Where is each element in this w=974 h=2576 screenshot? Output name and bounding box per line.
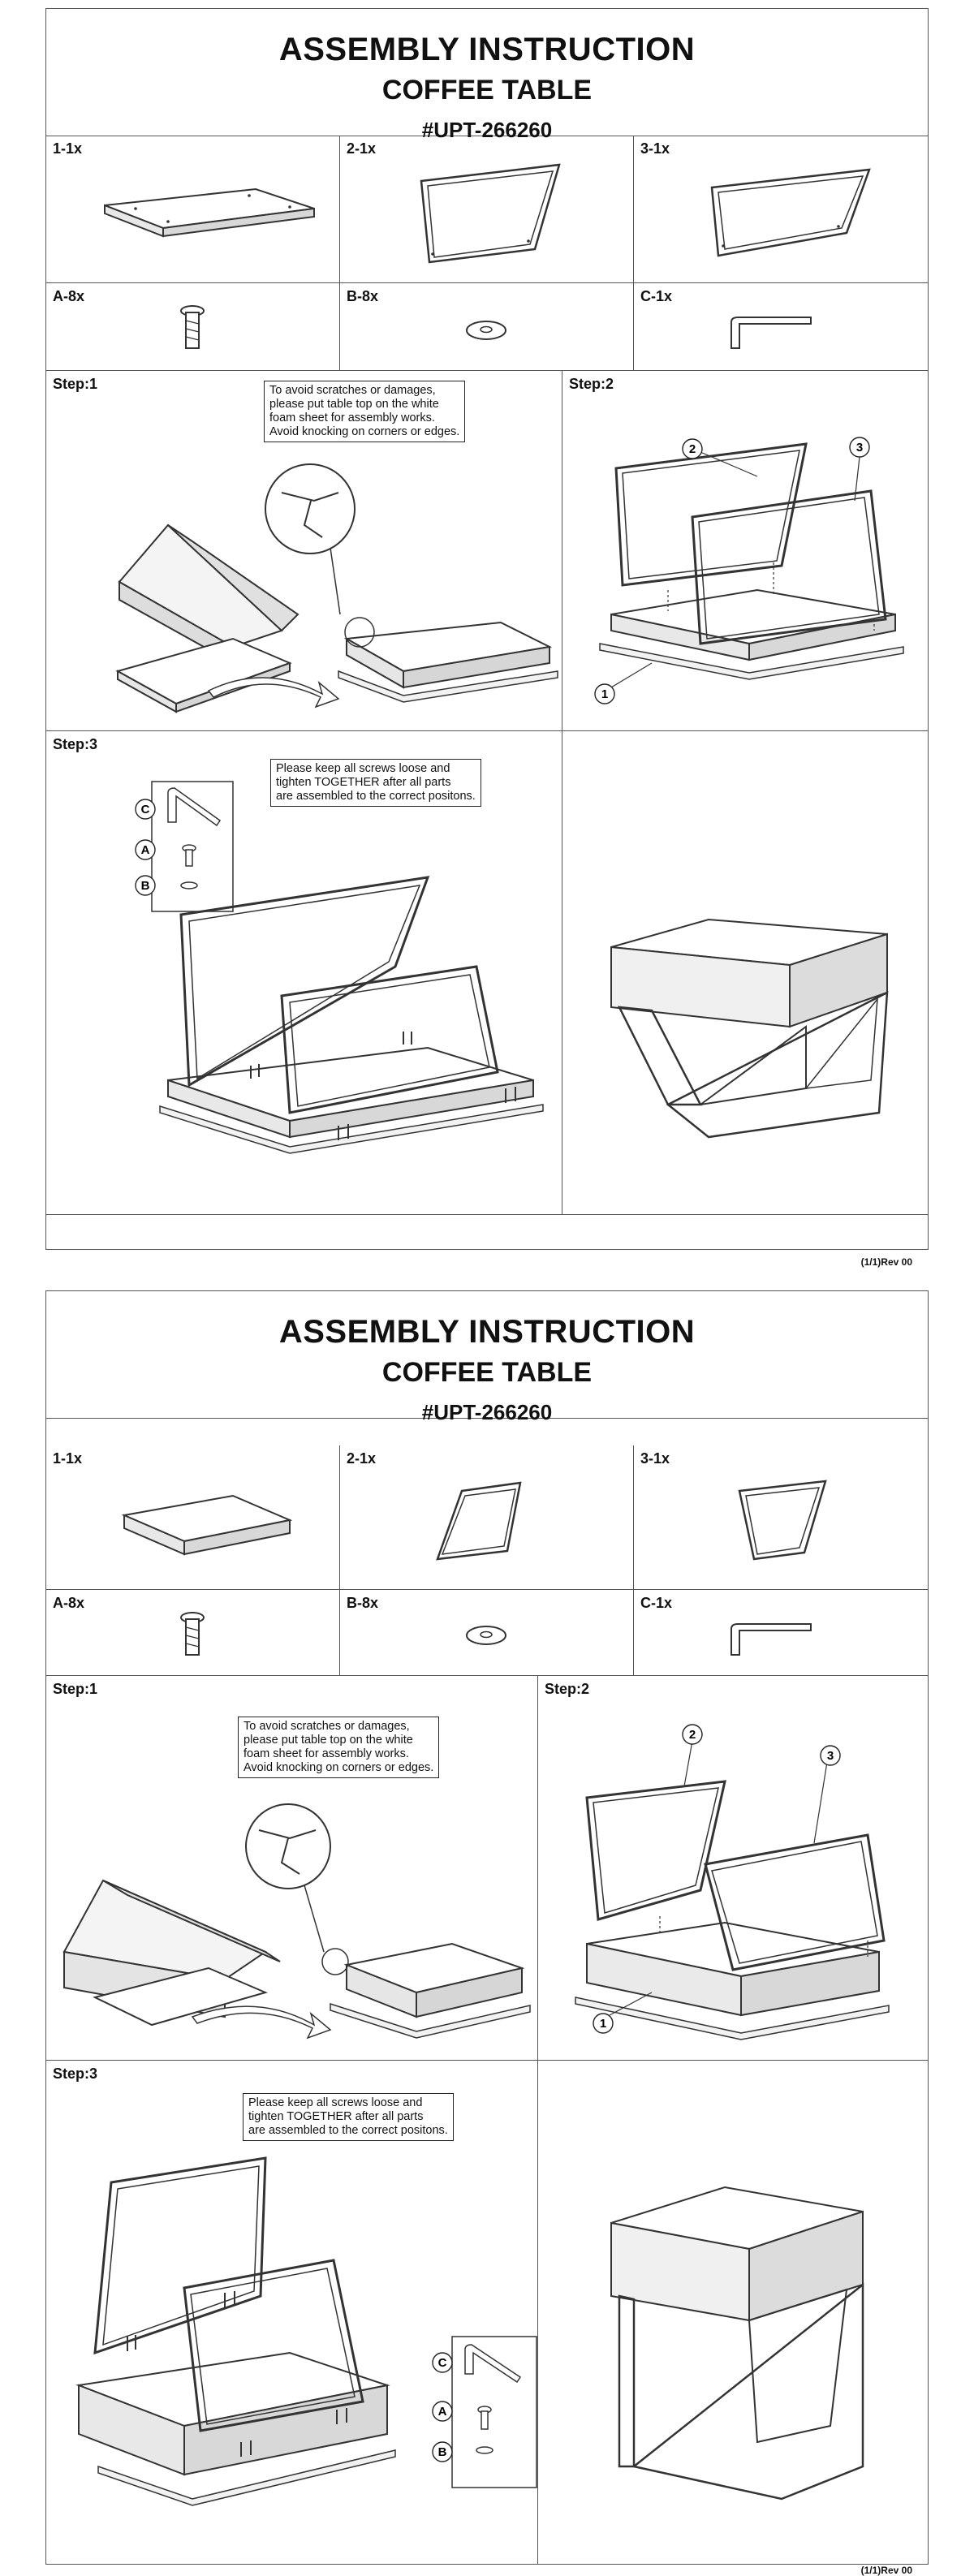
part-cell-leg-frame-3 bbox=[634, 1445, 928, 1590]
step-1-panel bbox=[46, 371, 562, 731]
note-line: To avoid scratches or damages, bbox=[244, 1720, 410, 1733]
final-result-panel bbox=[538, 2061, 928, 2564]
step-3-panel bbox=[46, 731, 562, 1215]
instruction-sheet-1 bbox=[45, 8, 929, 1250]
product-code: #UPT-266260 bbox=[421, 118, 553, 142]
callout-b bbox=[433, 2442, 452, 2462]
screw-icon bbox=[46, 283, 340, 371]
hardware-label: B-8x bbox=[347, 288, 379, 304]
part-label: 1-1x bbox=[53, 140, 83, 157]
callout-text: B bbox=[437, 2445, 447, 2459]
callout-2 bbox=[683, 439, 702, 459]
callout-c bbox=[433, 2353, 452, 2372]
note-line: are assembled to the correct positons. bbox=[276, 790, 476, 803]
callout-1 bbox=[595, 684, 614, 704]
callout-text: 1 bbox=[599, 2017, 607, 2031]
callout-text: C bbox=[140, 803, 150, 816]
instruction-sheet-2 bbox=[45, 1290, 929, 2565]
callout-text: 3 bbox=[826, 1749, 834, 1763]
callout-text: 2 bbox=[688, 442, 696, 456]
callout-3 bbox=[850, 437, 869, 457]
part-label: 3-1x bbox=[640, 140, 670, 157]
note-line: tighten TOGETHER after all parts bbox=[276, 776, 451, 789]
step-label: Step:3 bbox=[53, 2066, 98, 2082]
callout-text: 1 bbox=[601, 687, 609, 701]
note-line: Please keep all screws loose and bbox=[276, 762, 450, 775]
step-1-illustration bbox=[46, 371, 562, 731]
hardware-cell-allen-key bbox=[634, 1590, 928, 1676]
allen-key-icon bbox=[634, 1590, 928, 1676]
callout-text: A bbox=[140, 843, 150, 857]
callout-2 bbox=[683, 1725, 702, 1744]
screw-icon bbox=[46, 1590, 340, 1676]
washer-icon bbox=[340, 1590, 634, 1676]
hardware-label: A-8x bbox=[53, 288, 85, 304]
callout-text: B bbox=[140, 879, 150, 893]
hardware-label: A-8x bbox=[53, 1595, 85, 1611]
callout-3 bbox=[821, 1746, 840, 1765]
finished-table-illustration bbox=[562, 731, 928, 1215]
final-result-panel bbox=[562, 731, 928, 1215]
callout-c bbox=[136, 799, 155, 819]
note-line: To avoid scratches or damages, bbox=[269, 384, 436, 397]
note-line: Avoid knocking on corners or edges. bbox=[269, 425, 460, 438]
step-2-illustration bbox=[538, 1676, 928, 2061]
product-name: COFFEE TABLE bbox=[381, 75, 593, 106]
step-2-illustration bbox=[562, 371, 928, 731]
step-3-illustration bbox=[46, 2061, 538, 2564]
hardware-label: C-1x bbox=[640, 288, 673, 304]
part-cell-leg-frame-3 bbox=[634, 136, 928, 283]
note-line: are assembled to the correct positons. bbox=[248, 2124, 448, 2137]
callout-1 bbox=[593, 2014, 613, 2033]
revision-label: (1/1)Rev 00 bbox=[860, 2565, 912, 2576]
step-label: Step:2 bbox=[569, 376, 614, 392]
table-top-icon bbox=[46, 1445, 340, 1590]
part-label: 1-1x bbox=[53, 1450, 83, 1467]
title-block bbox=[46, 9, 928, 142]
note-line: Please keep all screws loose and bbox=[248, 2096, 423, 2109]
step-2-panel bbox=[538, 1676, 928, 2061]
revision-label: (1/1)Rev 00 bbox=[860, 1256, 912, 1268]
hardware-cell-washer bbox=[340, 283, 634, 371]
step-3-panel bbox=[46, 2061, 538, 2564]
product-name: COFFEE TABLE bbox=[381, 1357, 593, 1388]
step-3-illustration bbox=[46, 731, 562, 1215]
leg-frame-2-icon bbox=[340, 1445, 634, 1590]
note-line: please put table top on the white bbox=[244, 1734, 413, 1747]
hardware-label: C-1x bbox=[640, 1595, 673, 1611]
callout-text: 2 bbox=[688, 1728, 696, 1742]
note-line: foam sheet for assembly works. bbox=[244, 1747, 409, 1760]
allen-key-icon bbox=[634, 283, 928, 371]
part-cell-leg-frame-2 bbox=[340, 1445, 634, 1590]
callout-text: A bbox=[437, 2405, 447, 2419]
step-1-panel bbox=[46, 1676, 538, 2061]
hardware-cell-screw bbox=[46, 1590, 340, 1676]
part-cell-table-top bbox=[46, 1445, 340, 1590]
step-label: Step:1 bbox=[53, 1681, 98, 1697]
table-top-icon bbox=[46, 136, 340, 283]
step-label: Step:3 bbox=[53, 736, 98, 752]
part-label: 2-1x bbox=[347, 1450, 377, 1467]
step-label: Step:2 bbox=[545, 1681, 590, 1697]
step-label: Step:1 bbox=[53, 376, 98, 392]
note-line: please put table top on the white bbox=[269, 398, 439, 411]
callout-text: 3 bbox=[855, 441, 864, 454]
page-title: ASSEMBLY INSTRUCTION bbox=[278, 1314, 696, 1350]
leg-frame-2-icon bbox=[340, 136, 634, 283]
callout-b bbox=[136, 876, 155, 895]
part-label: 3-1x bbox=[640, 1450, 670, 1467]
part-label: 2-1x bbox=[347, 140, 377, 157]
hardware-label: B-8x bbox=[347, 1595, 379, 1611]
hardware-cell-allen-key bbox=[634, 283, 928, 371]
leg-frame-3-icon bbox=[634, 1445, 928, 1590]
note-line: Avoid knocking on corners or edges. bbox=[244, 1761, 434, 1774]
leg-frame-3-icon bbox=[634, 136, 928, 283]
finished-table-illustration bbox=[538, 2061, 928, 2564]
part-cell-leg-frame-2 bbox=[340, 136, 634, 283]
note-line: tighten TOGETHER after all parts bbox=[248, 2110, 424, 2123]
callout-text: C bbox=[437, 2356, 447, 2370]
page-title: ASSEMBLY INSTRUCTION bbox=[278, 32, 696, 67]
part-cell-table-top bbox=[46, 136, 340, 283]
step-1-illustration bbox=[46, 1676, 538, 2061]
callout-a bbox=[136, 840, 155, 859]
washer-icon bbox=[340, 283, 634, 371]
callout-a bbox=[433, 2402, 452, 2421]
title-block bbox=[46, 1291, 928, 1424]
note-line: foam sheet for assembly works. bbox=[269, 411, 435, 424]
step-2-panel bbox=[562, 371, 928, 731]
product-code: #UPT-266260 bbox=[421, 1400, 553, 1424]
hardware-cell-washer bbox=[340, 1590, 634, 1676]
hardware-cell-screw bbox=[46, 283, 340, 371]
